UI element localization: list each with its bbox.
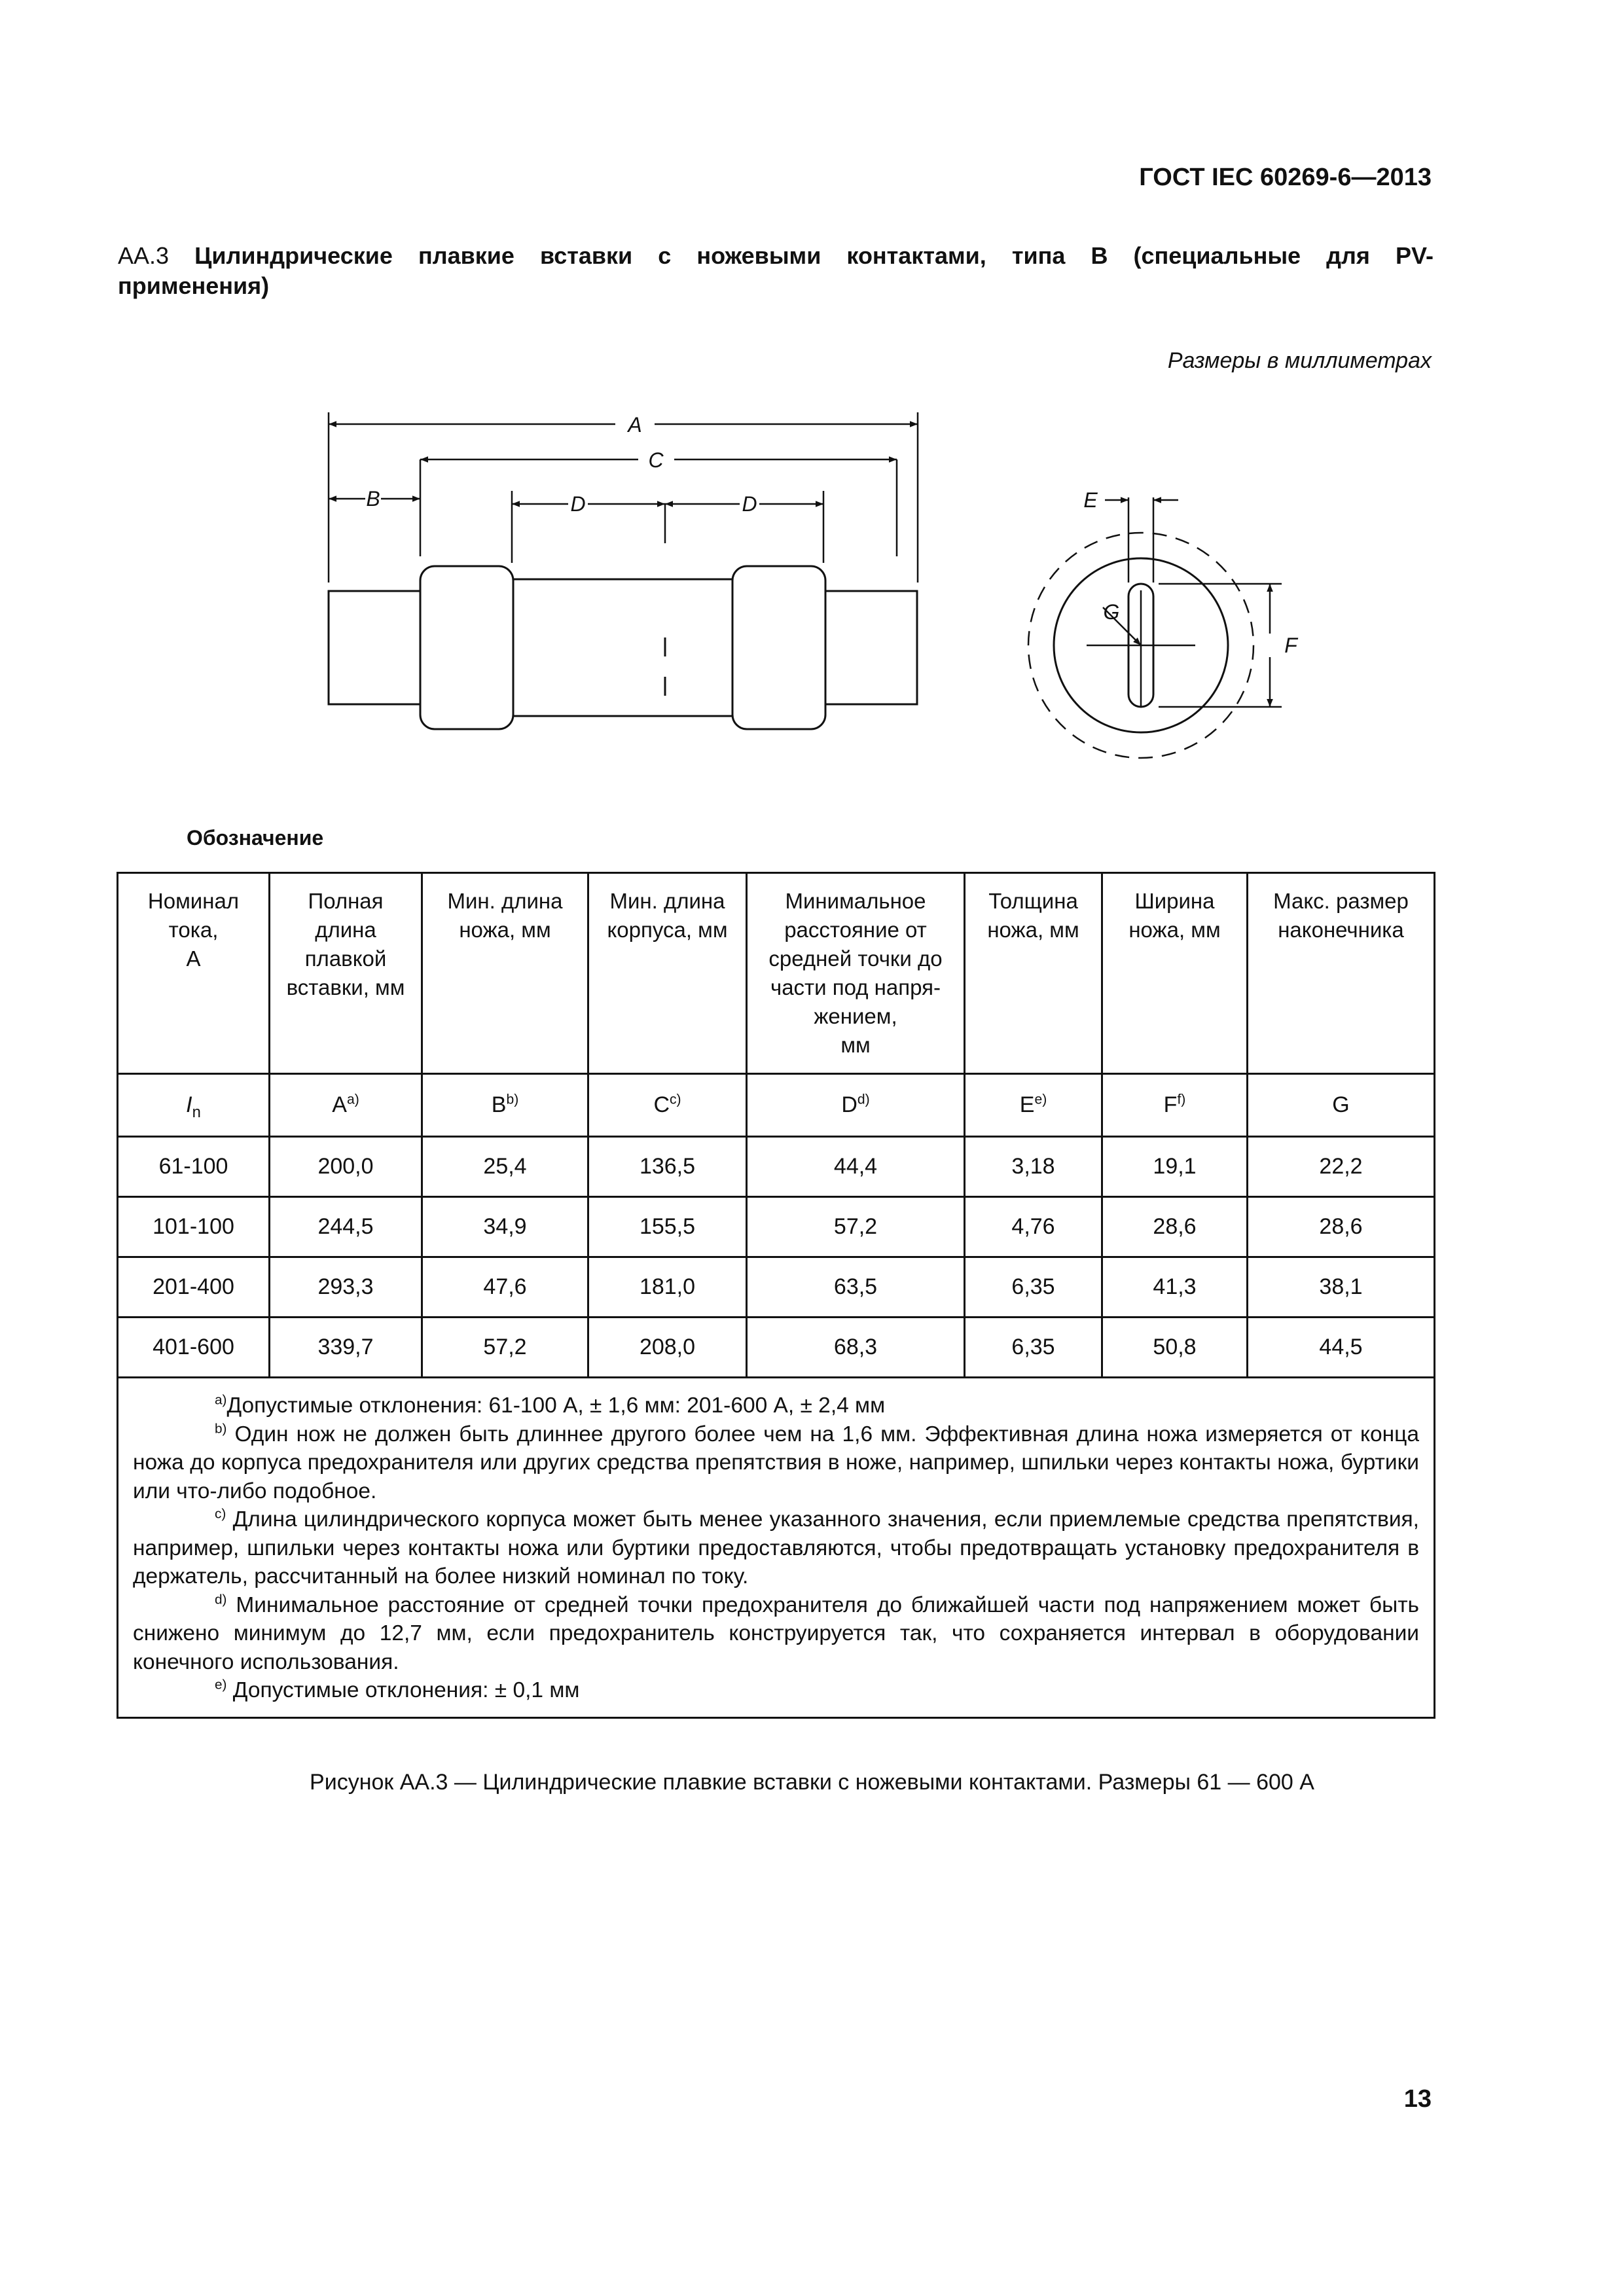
symbol-sup: a): [346, 1092, 359, 1107]
table-cell: 47,6: [422, 1257, 588, 1318]
table-cell: 63,5: [747, 1257, 965, 1318]
header-line: вставки, мм: [286, 975, 405, 999]
footnote: [133, 1391, 1419, 1420]
table-cell: 61-100: [118, 1137, 270, 1197]
label-a: A: [628, 413, 642, 437]
symbol-main: E: [1019, 1092, 1035, 1117]
table-cell: 34,9: [422, 1197, 588, 1257]
footnote-text: Допустимые отклонения: 61-100 А, ± 1,6 мм: 201-600 А, ± 2,4 мм: [226, 1393, 886, 1418]
figure-caption: Рисунок АА.3 — Цилиндрические плавкие вставки с ножевыми контактами. Размеры 61 — 600 А: [310, 1770, 1314, 1795]
header-line: корпуса, мм: [607, 918, 728, 942]
header-line: жением,: [814, 1004, 897, 1028]
table-cell: 19,1: [1102, 1137, 1248, 1197]
table-cell: 57,2: [747, 1197, 965, 1257]
table-row: [118, 1197, 1435, 1257]
table-notes-row: [118, 1378, 1435, 1718]
table-cell: 68,3: [747, 1318, 965, 1378]
table-row: [118, 1257, 1435, 1318]
symbol-cell: [965, 1074, 1102, 1137]
symbol-main: I: [186, 1092, 192, 1117]
table-cell: 155,5: [588, 1197, 747, 1257]
table-header-row: [118, 873, 1435, 1074]
table-notes: [118, 1378, 1435, 1718]
table-cell: 101-100: [118, 1197, 270, 1257]
footnote-text: Длина цилиндрического корпуса может быть менее указанного значения, если приемлемые средства препятствия, например, шпильки через контакты ножа или буртики предоставляются, чтобы предотвращать установку предохранителя в держатель, рассчитанный на более низкий номинал по току.: [133, 1507, 1419, 1588]
right-blade: [825, 591, 917, 704]
table-symbol-row: [118, 1074, 1435, 1137]
fuse-side-view: [329, 566, 917, 729]
table-cell: 208,0: [588, 1318, 747, 1378]
table-cell: 28,6: [1248, 1197, 1435, 1257]
table-cell: 244,5: [270, 1197, 422, 1257]
symbol-main: G: [1332, 1092, 1350, 1117]
footnote-mark: a): [215, 1392, 227, 1408]
symbol-cell: [422, 1074, 588, 1137]
symbol-main: F: [1163, 1092, 1178, 1117]
symbol-sup: f): [1177, 1092, 1186, 1107]
symbol-cell: [118, 1074, 270, 1137]
header-line: части под напря-: [770, 975, 941, 999]
table-cell: 6,35: [965, 1257, 1102, 1318]
table-cell: 136,5: [588, 1137, 747, 1197]
table-cell: 28,6: [1102, 1197, 1248, 1257]
footnote: [133, 1505, 1419, 1591]
header-line: Полная: [308, 889, 384, 913]
footnote-mark: e): [215, 1677, 227, 1693]
table-cell: 57,2: [422, 1318, 588, 1378]
header-line: наконечника: [1278, 918, 1404, 942]
table-cell: 6,35: [965, 1318, 1102, 1378]
header-cell: [270, 873, 422, 1074]
symbol-cell: [747, 1074, 965, 1137]
section-heading: [118, 241, 1434, 301]
header-line: плавкой: [304, 946, 387, 971]
header-line: тока,: [168, 918, 219, 942]
header-line: Номинал: [147, 889, 240, 913]
header-line: Толщина: [988, 889, 1078, 913]
header-line: расстояние от: [784, 918, 927, 942]
dimension-labels: [366, 413, 757, 516]
left-end-cap: [420, 566, 513, 729]
symbol-main: C: [653, 1092, 670, 1117]
footnote-text: Один нож не должен быть длиннее другого более чем на 1,6 мм. Эффективная длина ножа измеряется от конца ножа до корпуса предохранителя или других средства препятствия в ноже, например, шпильки через контакты ножа, буртики или что-либо подобное.: [133, 1422, 1419, 1503]
header-line: Мин. длина: [609, 889, 725, 913]
table-cell: 4,76: [965, 1197, 1102, 1257]
header-line: Ширина: [1134, 889, 1215, 913]
label-g: G: [1103, 600, 1120, 624]
header-line: ножа, мм: [459, 918, 551, 942]
section-number: АА.3: [118, 242, 170, 269]
section-title-line2: применения): [118, 272, 270, 299]
symbol-sup: d): [857, 1092, 870, 1107]
header-line: ножа, мм: [1128, 918, 1221, 942]
header-cell: [965, 873, 1102, 1074]
header-line: Мин. длина: [447, 889, 563, 913]
footnote: [133, 1676, 1419, 1705]
footnote-text: Допустимые отклонения: ± 0,1 мм: [226, 1678, 580, 1702]
label-d-right: D: [742, 492, 757, 516]
symbol-sup: b): [506, 1092, 519, 1107]
header-cell: [422, 873, 588, 1074]
fuse-end-view: [1028, 488, 1299, 758]
extension-lines: [329, 412, 918, 583]
footnote-text: Минимальное расстояние от средней точки предохранителя до ближайшей части под напряжением может быть снижено минимум до 12,7 мм, если предохранитель конструируется так, что сохраняется интервал в оборудовании конечного использования.: [133, 1592, 1419, 1674]
header-line: Минимальное: [785, 889, 926, 913]
header-line: Макс. размер: [1273, 889, 1409, 913]
footnote-mark: d): [215, 1592, 227, 1607]
header-line: А: [186, 946, 201, 971]
designation-label: Обозначение: [187, 826, 324, 850]
header-cell: [1102, 873, 1248, 1074]
table-cell: 44,5: [1248, 1318, 1435, 1378]
table-cell: 3,18: [965, 1137, 1102, 1197]
dimensions-note: Размеры в миллиметрах: [1167, 348, 1432, 373]
footnote-mark: b): [215, 1421, 227, 1437]
header-cell: [1248, 873, 1435, 1074]
header-cell: [118, 873, 270, 1074]
symbol-cell: [1248, 1074, 1435, 1137]
header-cell: [588, 873, 747, 1074]
section-title-line1: Цилиндрические плавкие вставки с ножевыми контактами, типа В (специальные для PV-: [194, 242, 1434, 269]
label-d-left: D: [570, 492, 586, 516]
header-line: ножа, мм: [987, 918, 1079, 942]
symbol-cell: [270, 1074, 422, 1137]
symbol-sup: c): [670, 1092, 681, 1107]
table-cell: 200,0: [270, 1137, 422, 1197]
label-e: E: [1083, 488, 1098, 512]
table-row: [118, 1137, 1435, 1197]
fuse-drawing: [308, 399, 1329, 798]
symbol-sub: n: [192, 1103, 201, 1121]
symbol-main: D: [841, 1092, 857, 1117]
symbol-sup: e): [1034, 1092, 1047, 1107]
table-cell: 41,3: [1102, 1257, 1248, 1318]
header-cell: [747, 873, 965, 1074]
table-cell: 401-600: [118, 1318, 270, 1378]
label-c: C: [648, 448, 664, 472]
footnote: [133, 1420, 1419, 1506]
symbol-main: B: [491, 1092, 507, 1117]
table-cell: 44,4: [747, 1137, 965, 1197]
table-row: [118, 1318, 1435, 1378]
header-line: мм: [840, 1033, 871, 1057]
table-cell: 25,4: [422, 1137, 588, 1197]
symbol-cell: [1102, 1074, 1248, 1137]
standard-header: ГОСТ IEC 60269-6—2013: [1139, 164, 1432, 191]
label-b: B: [366, 487, 380, 511]
footnote-mark: c): [215, 1506, 226, 1522]
right-end-cap: [732, 566, 825, 729]
table-cell: 38,1: [1248, 1257, 1435, 1318]
fuse-body: [513, 579, 732, 716]
table-cell: 22,2: [1248, 1137, 1435, 1197]
label-f: F: [1284, 634, 1297, 657]
header-line: длина: [315, 918, 376, 942]
dimension-lines: [329, 424, 918, 504]
symbol-main: A: [332, 1092, 347, 1117]
symbol-cell: [588, 1074, 747, 1137]
table-cell: 50,8: [1102, 1318, 1248, 1378]
table-cell: 201-400: [118, 1257, 270, 1318]
table-cell: 181,0: [588, 1257, 747, 1318]
footnote: [133, 1591, 1419, 1677]
table-cell: 339,7: [270, 1318, 422, 1378]
header-line: средней точки до: [768, 946, 943, 971]
table-cell: 293,3: [270, 1257, 422, 1318]
dimensions-table: [117, 872, 1435, 1719]
page-number: 13: [1403, 2085, 1432, 2113]
left-blade: [329, 591, 420, 704]
